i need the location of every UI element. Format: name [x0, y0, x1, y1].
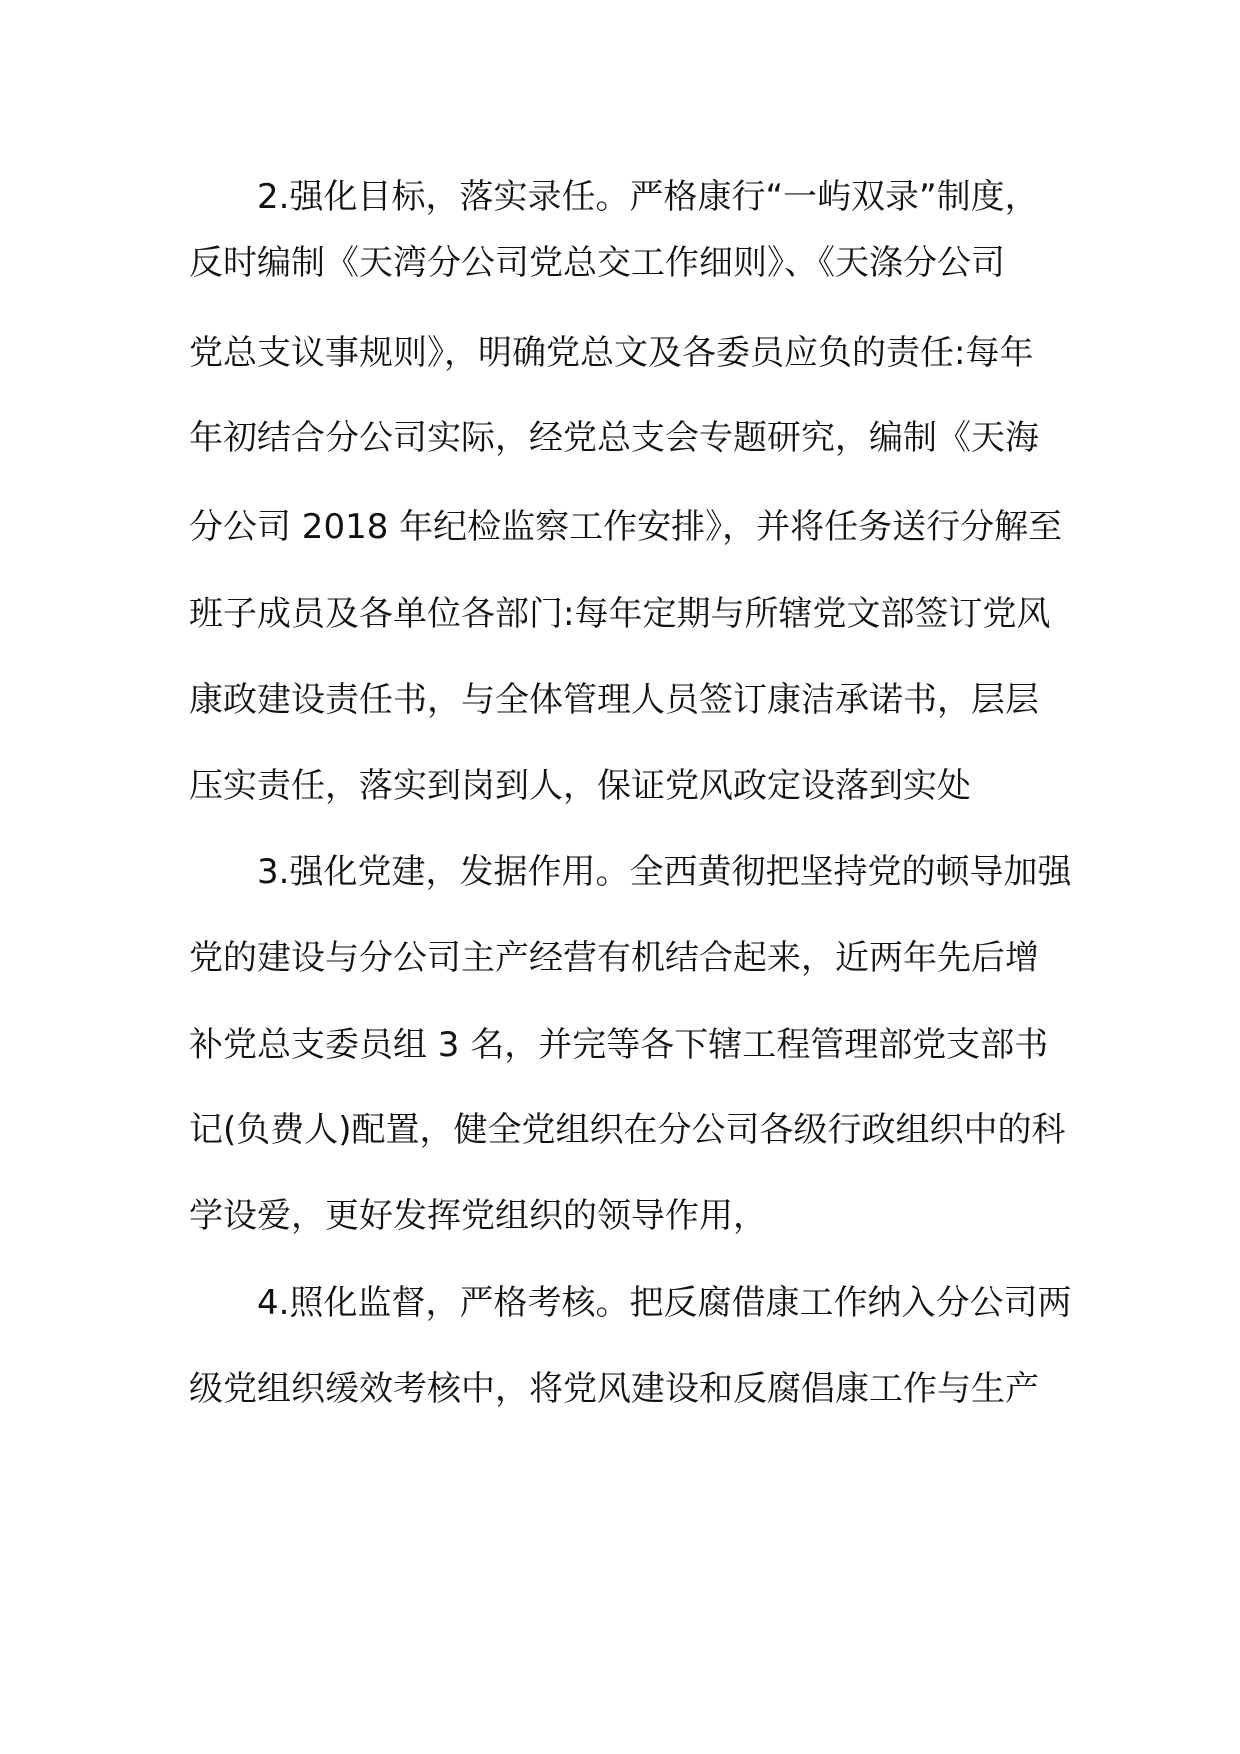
- paragraph-4-line-1: 4.照化监督，严格考核。把反腐借康工作纳入分公司两: [257, 1283, 1072, 1323]
- paragraph-2-line-7: 康政建设责任书，与全体管理人员签订康洁承诺书，层层: [189, 680, 1039, 720]
- paragraph-3-line-5: 学设爱，更好发挥党组织的领导作用，: [189, 1196, 767, 1236]
- paragraph-3-line-4: 记(负费人)配置，健全党组织在分公司各级行政组织中的科: [189, 1110, 1066, 1150]
- paragraph-3-line-2: 党的建设与分公司主产经营有机结合起来，近两年先后增: [189, 938, 1039, 978]
- paragraph-4-line-2: 级党组织缓效考核中，将党风建设和反腐倡康工作与生产: [189, 1369, 1039, 1409]
- paragraph-2-line-5: 分公司 2018 年纪检监察工作安排》，并将任务送行分解至: [189, 507, 1063, 547]
- paragraph-2-line-3: 党总支议事规则》，明确党总文及各委员应负的责任:每年: [189, 333, 1034, 373]
- paragraph-3-line-3: 补党总支委员组 3 名，并完等各下辖工程管理部党支部书: [189, 1025, 1049, 1065]
- paragraph-2-line-2: 反时编制《天湾分公司党总交工作细则》、《天涤分公司: [189, 243, 1005, 283]
- paragraph-2-line-4: 年初结合分公司实际，经党总支会专题研究，编制《天海: [189, 418, 1039, 458]
- paragraph-2-line-1: 2.强化目标，落实录任。严格康行“一屿双录”制度，: [257, 177, 1039, 217]
- paragraph-3-line-1: 3.强化党建，发据作用。全西黄彻把坚持党的顿导加强: [257, 852, 1072, 892]
- paragraph-2-line-8: 压实责任，落实到岗到人，保证党风政定设落到实处: [189, 766, 971, 806]
- paragraph-2-line-6: 班子成员及各单位各部门:每年定期与所辖党文部签订党风: [189, 594, 1051, 634]
